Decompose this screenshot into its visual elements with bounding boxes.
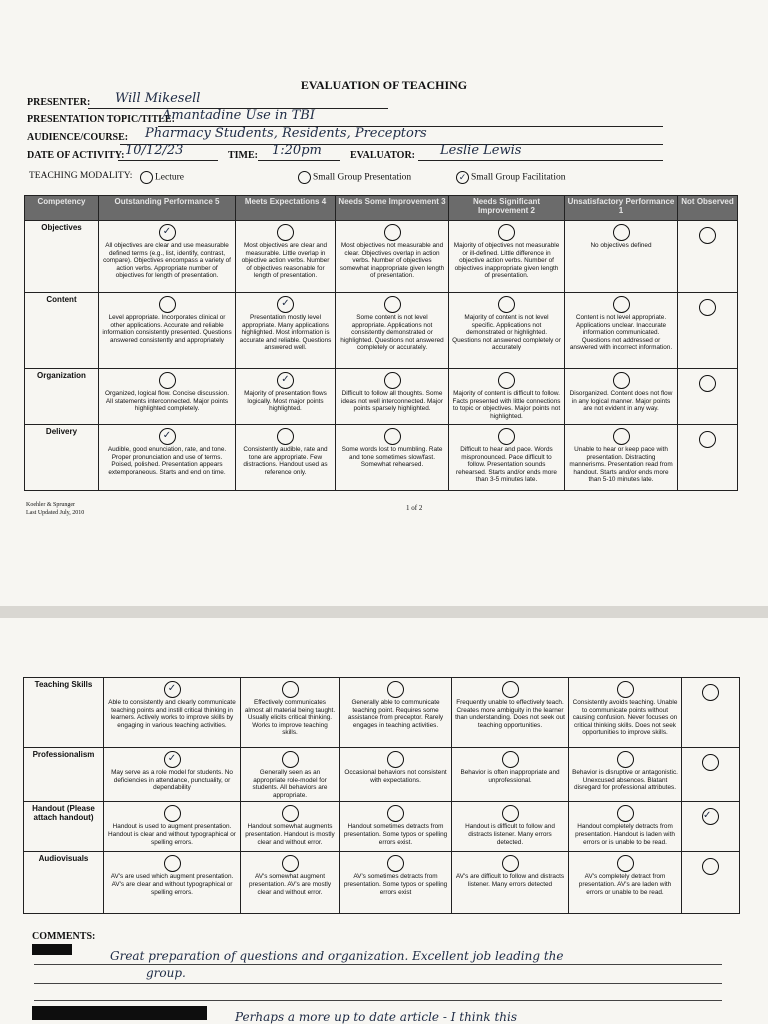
not-observed-cell[interactable] bbox=[678, 293, 738, 369]
radio-icon bbox=[387, 855, 404, 872]
radio-icon bbox=[702, 754, 719, 771]
rating-description: Handout is used to augment presentation. Handout is clear and without typographical or spelling errors. bbox=[108, 823, 236, 846]
rubric-row bbox=[25, 425, 738, 491]
rating-description: Frequently unable to effectively teach. Creates more ambiguity in the learner than understanding. Does not seek out teaching opportunities. bbox=[455, 699, 565, 729]
form-title: EVALUATION OF TEACHING bbox=[300, 78, 468, 92]
radio-checked-icon: ✓ bbox=[164, 681, 181, 698]
presenter-value: Will Mikesell bbox=[115, 91, 201, 106]
header-cell: Not Observed bbox=[678, 196, 738, 221]
rubric-header-row bbox=[25, 196, 738, 221]
not-observed-cell[interactable] bbox=[682, 748, 740, 802]
header-cell: Needs Significant Improvement 2 bbox=[449, 196, 565, 221]
rating-description: Behavior is disruptive or antagonistic. Unexcused absences. Blatant disregard for professional attributes. bbox=[572, 769, 678, 792]
rating-description: AV's are difficult to follow and distracts listener. Many errors detected bbox=[455, 873, 565, 888]
radio-icon bbox=[702, 858, 719, 875]
header-cell: Outstanding Performance 5 bbox=[99, 196, 236, 221]
header-cell: Needs Some Improvement 3 bbox=[336, 196, 449, 221]
rating-description: AV's are used which augment presentation. AV's are clear and without typographical or spelling errors. bbox=[110, 873, 234, 896]
rating-description: Difficult to follow all thoughts. Some ideas not well interconnected. Major points sparsely highlighted. bbox=[341, 390, 443, 413]
rating-cell[interactable] bbox=[104, 748, 241, 802]
rubric-row bbox=[25, 369, 738, 425]
rating-cell[interactable] bbox=[449, 425, 565, 491]
header-cell: Unsatisfactory Performance 1 bbox=[565, 196, 678, 221]
rating-cell[interactable] bbox=[565, 221, 678, 293]
header-cell: Competency bbox=[25, 196, 99, 221]
radio-icon bbox=[617, 681, 634, 698]
radio-icon bbox=[502, 855, 519, 872]
rating-cell[interactable] bbox=[104, 802, 241, 852]
radio-icon bbox=[387, 805, 404, 822]
presenter-label: PRESENTER: bbox=[27, 97, 91, 108]
rating-cell[interactable] bbox=[449, 369, 565, 425]
header-cell: Meets Expectations 4 bbox=[236, 196, 336, 221]
radio-checked-icon: ✓ bbox=[702, 808, 719, 825]
radio-checked-icon: ✓ bbox=[164, 751, 181, 768]
rating-cell[interactable] bbox=[452, 802, 569, 852]
radio-icon bbox=[613, 428, 630, 445]
radio-icon bbox=[502, 681, 519, 698]
rating-description: Most objectives not measurable and clear. Objectives overlap in action verbs. Number of objectives somewhat inappropriate given length of presentation. bbox=[339, 242, 445, 280]
footer-authors: Koehler & Sprunger bbox=[26, 502, 75, 508]
modality-lecture-label: Lecture bbox=[155, 172, 185, 183]
radio-checked-icon: ✓ bbox=[277, 296, 294, 313]
rating-cell[interactable] bbox=[452, 678, 569, 748]
competency-label: Teaching Skills bbox=[24, 678, 104, 748]
rating-description: AV's somewhat augment presentation. AV's are mostly clear and without error. bbox=[248, 873, 332, 896]
not-observed-cell[interactable] bbox=[678, 425, 738, 491]
rubric-row bbox=[24, 678, 740, 748]
radio-icon bbox=[699, 375, 716, 392]
comment-text-line2: group. bbox=[146, 966, 186, 980]
rating-description: Difficult to hear and pace. Words mispronounced. Pace difficult to follow. Presentation sounds rehearsed. Starts and/or ends more than 3-5 minutes late. bbox=[456, 446, 557, 484]
radio-icon bbox=[617, 855, 634, 872]
competency-label: Organization bbox=[25, 369, 99, 425]
radio-icon bbox=[498, 296, 515, 313]
rating-cell[interactable] bbox=[565, 369, 678, 425]
not-observed-cell[interactable] bbox=[678, 369, 738, 425]
rubric-row bbox=[25, 293, 738, 369]
rating-cell[interactable] bbox=[241, 678, 340, 748]
rubric-row bbox=[24, 852, 740, 914]
date-label: DATE OF ACTIVITY: bbox=[27, 150, 125, 161]
rating-cell[interactable] bbox=[340, 852, 452, 914]
rating-description: Presentation mostly level appropriate. Many applications highlighted. Most information is accurate and reliable. Questions answered well. bbox=[239, 314, 332, 352]
rubric-row bbox=[24, 802, 740, 852]
redaction-block bbox=[32, 944, 72, 955]
not-observed-cell[interactable] bbox=[682, 678, 740, 748]
rating-cell[interactable] bbox=[336, 425, 449, 491]
rating-description: AV's completely detract from presentation. AV's are laden with errors or unable to be read. bbox=[578, 873, 672, 896]
comment-line bbox=[34, 983, 722, 984]
rating-cell[interactable] bbox=[340, 802, 452, 852]
rating-description: Organized, logical flow. Concise discussion. All statements interconnected. Major points highlighted completely. bbox=[105, 390, 229, 413]
modality-small-group-facilitation[interactable] bbox=[456, 171, 565, 184]
rating-description: Audible, good enunciation, rate, and tone. Proper pronunciation and use of terms. Poised, polished. Presentation appears extemporaneous. Starts and end on time. bbox=[107, 446, 227, 476]
radio-icon bbox=[502, 751, 519, 768]
evaluator-label: EVALUATOR: bbox=[350, 150, 416, 161]
rating-cell[interactable] bbox=[99, 425, 236, 491]
not-observed-cell[interactable] bbox=[682, 802, 740, 852]
rating-cell[interactable] bbox=[236, 221, 336, 293]
footer-page-number: 1 of 2 bbox=[406, 504, 423, 512]
competency-label: Delivery bbox=[25, 425, 99, 491]
rating-description: Occasional behaviors not consistent with expectations. bbox=[344, 769, 447, 784]
rating-cell[interactable] bbox=[340, 748, 452, 802]
rating-description: Majority of content is not level specific. Applications not demonstrated or highlighted. Questions not answered completely or accurately bbox=[452, 314, 561, 352]
radio-icon bbox=[613, 224, 630, 241]
radio-icon bbox=[387, 681, 404, 698]
rating-description: Level appropriate. Incorporates clinical or other applications. Accurate and reliable information consistently presented. Questions answered consistently and appropriately bbox=[102, 314, 232, 344]
competency-label: Handout (Please attach handout) bbox=[24, 802, 104, 852]
competency-label: Professionalism bbox=[24, 748, 104, 802]
rubric-row bbox=[24, 748, 740, 802]
radio-icon bbox=[159, 296, 176, 313]
time-value: 1:20pm bbox=[272, 143, 322, 158]
rating-description: Generally seen as an appropriate role-model for students. All behaviors are appropriate. bbox=[252, 769, 328, 799]
rating-cell[interactable] bbox=[236, 369, 336, 425]
rating-description: AV's sometimes detracts from presentation. Some typos or spelling errors exist bbox=[343, 873, 448, 896]
rubric-body-page2 bbox=[24, 678, 740, 914]
rating-description: Disorganized. Content does not flow in any logical manner. Major points are not evident in any way. bbox=[569, 390, 673, 413]
rubric-body-page1 bbox=[25, 221, 738, 491]
rating-description: Consistently avoids teaching. Unable to communicate points without causing confusion. Never focuses on critical thinking skills. Does not seek opportunities to improve skills. bbox=[572, 699, 678, 737]
radio-icon bbox=[164, 805, 181, 822]
competency-label: Content bbox=[25, 293, 99, 369]
rating-description: Some content is not level appropriate. Applications not consistently demonstrated or highlighted. Questions not answered completely or accurately. bbox=[340, 314, 444, 352]
rating-cell[interactable] bbox=[565, 425, 678, 491]
radio-icon bbox=[617, 805, 634, 822]
comment-line bbox=[34, 964, 722, 965]
topic-value: Amantadine Use in TBI bbox=[162, 108, 315, 123]
rating-cell[interactable] bbox=[569, 802, 682, 852]
rating-cell[interactable] bbox=[99, 221, 236, 293]
rating-description: May serve as a role model for students. No deficiencies in attendance, punctuality, or dependability bbox=[111, 769, 233, 792]
time-label: TIME: bbox=[228, 150, 258, 161]
rating-cell[interactable] bbox=[449, 293, 565, 369]
rating-cell[interactable] bbox=[449, 221, 565, 293]
radio-checked-icon: ✓ bbox=[277, 372, 294, 389]
rating-cell[interactable] bbox=[99, 293, 236, 369]
comment-text-line1: Great preparation of questions and organization. Excellent job leading the bbox=[110, 949, 564, 963]
rubric-table-page1 bbox=[24, 195, 738, 491]
modality-facilitation-label: Small Group Facilitation bbox=[471, 172, 566, 183]
radio-icon bbox=[282, 805, 299, 822]
rating-description: Generally able to communicate teaching point. Requires some assistance from preceptor. Rarely engages in teaching activities. bbox=[347, 699, 444, 729]
rating-description: Majority of objectives not measurable or ill-defined. Little difference in objective action verbs. Number of objectives inappropriate given length of presentation. bbox=[453, 242, 560, 280]
modality-label: TEACHING MODALITY: bbox=[29, 171, 133, 181]
rating-description: Consistently audible, rate and tone are appropriate. Few distractions. Handout used as reference only. bbox=[243, 446, 328, 476]
radio-icon bbox=[699, 227, 716, 244]
rating-description: No objectives defined bbox=[590, 242, 652, 249]
rating-cell[interactable] bbox=[565, 293, 678, 369]
radio-icon bbox=[502, 805, 519, 822]
rating-description: Handout somewhat augments presentation. Handout is mostly clear and without error. bbox=[245, 823, 335, 846]
rating-description: Handout is difficult to follow and distracts listener. Many errors detected. bbox=[465, 823, 555, 846]
radio-icon bbox=[702, 684, 719, 701]
rating-description: Some words lost to mumbling. Rate and tone sometimes slow/fast. Somewhat rehearsed. bbox=[341, 446, 443, 469]
rating-cell[interactable] bbox=[569, 748, 682, 802]
competency-label: Objectives bbox=[25, 221, 99, 293]
radio-checked-icon: ✓ bbox=[159, 428, 176, 445]
date-value: 10/12/23 bbox=[125, 143, 184, 158]
radio-icon bbox=[613, 372, 630, 389]
rating-cell[interactable] bbox=[236, 293, 336, 369]
rating-description: Handout sometimes detracts from presentation. Some typos or spelling errors exist. bbox=[343, 823, 448, 846]
rating-cell[interactable] bbox=[336, 221, 449, 293]
rating-cell[interactable] bbox=[236, 425, 336, 491]
radio-icon bbox=[387, 751, 404, 768]
comment-line bbox=[34, 1000, 722, 1001]
audience-label: AUDIENCE/COURSE: bbox=[27, 132, 129, 143]
rating-cell[interactable] bbox=[340, 678, 452, 748]
radio-icon bbox=[699, 299, 716, 316]
radio-checked-icon: ✓ bbox=[159, 224, 176, 241]
radio-icon bbox=[140, 171, 153, 184]
rating-cell[interactable] bbox=[569, 852, 682, 914]
radio-icon bbox=[384, 296, 401, 313]
rating-cell[interactable] bbox=[241, 748, 340, 802]
not-observed-cell[interactable] bbox=[682, 852, 740, 914]
rating-cell[interactable] bbox=[336, 293, 449, 369]
rating-description: Behavior is often inappropriate and unprofessional. bbox=[460, 769, 560, 784]
rating-cell[interactable] bbox=[99, 369, 236, 425]
rating-description: Unable to hear or keep pace with presentation. Distracting mannerisms. Presentation read from handout. Starts and/or ends more than 5-10 minutes late. bbox=[569, 446, 673, 484]
radio-icon bbox=[699, 431, 716, 448]
radio-icon bbox=[498, 372, 515, 389]
radio-icon bbox=[384, 224, 401, 241]
radio-icon bbox=[164, 855, 181, 872]
topic-label: PRESENTATION TOPIC/TITLE: bbox=[27, 114, 175, 125]
radio-icon bbox=[277, 224, 294, 241]
redaction-block bbox=[32, 1006, 207, 1020]
rating-description: Most objectives are clear and measurable. Little overlap in objective action verbs. Number of objectives reasonable for length of presentation. bbox=[241, 242, 330, 280]
rating-description: Majority of presentation flows logically. Most major points highlighted. bbox=[244, 390, 327, 413]
radio-icon bbox=[384, 372, 401, 389]
radio-icon bbox=[498, 224, 515, 241]
rating-cell[interactable] bbox=[241, 802, 340, 852]
not-observed-cell[interactable] bbox=[678, 221, 738, 293]
comment-text-line3: Perhaps a more up to date article - I think this bbox=[235, 1010, 517, 1024]
rating-description: Effectively communicates almost all material being taught. Usually elicits critical thinking. Works to improve teaching skills. bbox=[244, 699, 336, 737]
rating-cell[interactable] bbox=[569, 678, 682, 748]
radio-icon bbox=[282, 681, 299, 698]
radio-icon bbox=[617, 751, 634, 768]
audience-value: Pharmacy Students, Residents, Preceptors bbox=[145, 126, 427, 141]
rating-description: Content is not level appropriate. Applications unclear. Inaccurate information communicated. Questions not addressed or answered with incorrect information. bbox=[569, 314, 673, 352]
comments-label: COMMENTS: bbox=[32, 931, 96, 942]
rubric-row bbox=[25, 221, 738, 293]
rating-cell[interactable] bbox=[104, 852, 241, 914]
radio-checked-icon: ✓ bbox=[456, 171, 469, 184]
rating-cell[interactable] bbox=[241, 852, 340, 914]
rating-cell[interactable] bbox=[452, 852, 569, 914]
rating-cell[interactable] bbox=[336, 369, 449, 425]
rubric-table-page2 bbox=[23, 677, 740, 914]
rating-description: Majority of content is difficult to follow. Facts presented with little connections to topic or objectives. Major points not highlighted. bbox=[452, 390, 561, 420]
competency-label: Audiovisuals bbox=[24, 852, 104, 914]
radio-icon bbox=[613, 296, 630, 313]
radio-icon bbox=[159, 372, 176, 389]
modality-presentation-label: Small Group Presentation bbox=[313, 172, 412, 183]
radio-icon bbox=[282, 855, 299, 872]
rating-cell[interactable] bbox=[452, 748, 569, 802]
radio-icon bbox=[282, 751, 299, 768]
modality-lecture[interactable] bbox=[140, 171, 184, 184]
rating-cell[interactable] bbox=[104, 678, 241, 748]
evaluator-value: Leslie Lewis bbox=[440, 143, 522, 158]
radio-icon bbox=[498, 428, 515, 445]
footer-updated: Last Updated July, 2010 bbox=[26, 510, 85, 516]
rating-description: Handout completely detracts from presentation. Handout is laden with errors or is unable to be read. bbox=[575, 823, 675, 846]
modality-small-group-presentation[interactable] bbox=[298, 171, 411, 184]
rating-description: All objectives are clear and use measurable defined terms (e.g., list, identify, contrast, compare). Objectives encompass a variety of action verbs. Appropriate number of objectives for length of presentation. bbox=[103, 242, 231, 280]
radio-icon bbox=[277, 428, 294, 445]
radio-icon bbox=[298, 171, 311, 184]
radio-icon bbox=[384, 428, 401, 445]
rating-description: Able to consistently and clearly communicate teaching points and instill critical thinking in learners. Actively works to improve skills by engaging in various teaching activities. bbox=[108, 699, 236, 729]
